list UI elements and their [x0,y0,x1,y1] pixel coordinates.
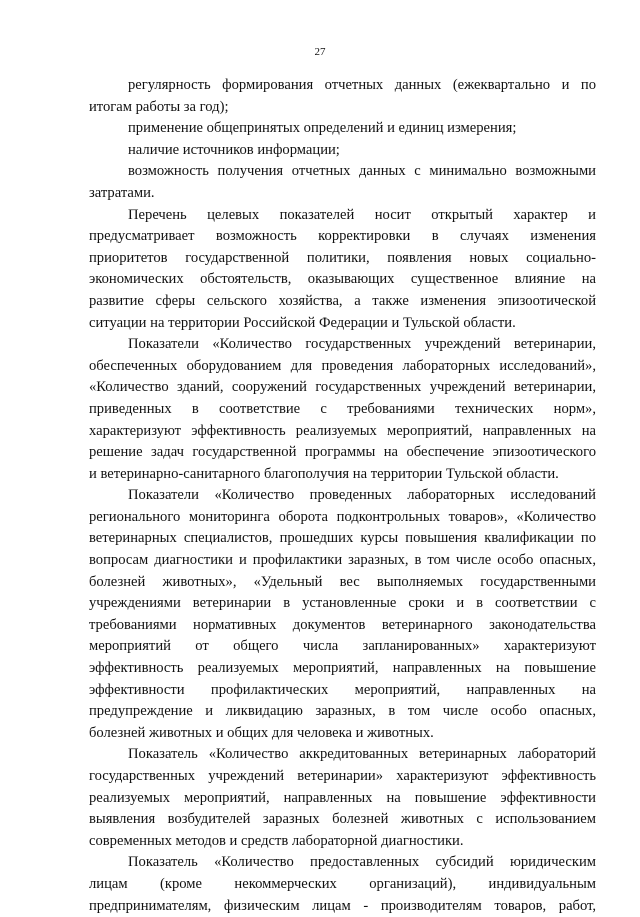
text-line: итогам работы за год); [89,98,229,115]
text-line: приоритетов государственной политики, появления новых социально- [89,249,596,266]
text-line: характеризуют эффективность реализуемых мероприятий, направленных на [89,422,596,439]
text-line: реализуемых мероприятий, направленных на повышение эффективности [89,789,596,806]
text-line: предпринимателям, физическим лицам - производителям товаров, работ, [89,897,596,914]
text-line: применение общепринятых определений и единиц измерения; [128,120,517,137]
text-line: предупреждение и ликвидацию заразных, в том числе особо опасных, [89,703,596,720]
text-line: учреждениями ветеринарии в установленные сроки и в соответствии с [89,595,596,612]
text-line: современных методов и средств лабораторной диагностики. [89,832,464,849]
text-line: эффективность реализуемых мероприятий, направленных на повышение [89,660,596,677]
text-line: болезней животных и общих для человека и животных. [89,724,434,741]
body-text [89,75,596,917]
text-line: приведенных в соответствие с требованиями технических норм», [89,400,596,417]
text-line: обеспеченных оборудованием для проведения лабораторных исследований», [89,357,596,374]
text-line: наличие источников информации; [128,141,340,158]
text-line: выявления возбудителей заразных болезней животных с использованием [89,811,596,828]
text-line: требованиями нормативных документов ветеринарного законодательства [89,616,596,633]
text-line: затратами. [89,184,155,201]
text-line: регулярность формирования отчетных данных (ежеквартально и по [128,77,596,93]
text-line: Показатели «Количество государственных учреждений ветеринарии, [128,336,596,353]
text-line: мероприятий от общего числа запланированных» характеризуют [89,638,596,655]
text-line: эффективности профилактических мероприятий, направленных на [89,681,596,698]
text-line: Показатель «Количество аккредитованных ветеринарных лабораторий [128,746,596,763]
text-line: «Количество зданий, сооружений государственных учреждений ветеринарии, [89,379,596,396]
text-line: болезней животных», «Удельный вес выполняемых государственными [89,573,596,590]
text-line: ситуации на территории Российской Федерации и Тульской области. [89,314,516,331]
text-line: развитие сферы сельского хозяйства, а также изменения эпизоотической [89,292,596,309]
text-line: регионального мониторинга оборота подконтрольных товаров», «Количество [89,508,596,525]
text-line: решение задач государственной программы на обеспечение эпизоотического [89,444,596,461]
text-line: предусматривает возможность корректировки в случаях изменения [89,228,596,245]
text-line: и ветеринарно-санитарного благополучия на территории Тульской области. [89,465,559,482]
text-line: Показатель «Количество предоставленных субсидий юридическим [128,854,596,871]
page-number: 27 [314,46,326,58]
text-line: лицам (кроме некоммерческих организаций), индивидуальным [89,875,596,892]
text-line: возможность получения отчетных данных с минимально возможными [128,163,596,180]
text-line: Показатели «Количество проведенных лабораторных исследований [128,487,596,504]
text-line: Перечень целевых показателей носит открытый характер и [128,206,596,223]
text-line: ветеринарных специалистов, прошедших курсы повышения квалификации по [89,530,596,547]
text-line: экономических обстоятельств, оказывающих существенное влияние на [89,271,596,288]
text-line: вопросам диагностики и профилактики заразных, в том числе особо опасных, [89,552,596,569]
text-line: государственных учреждений ветеринарии» характеризуют эффективность [89,768,596,784]
